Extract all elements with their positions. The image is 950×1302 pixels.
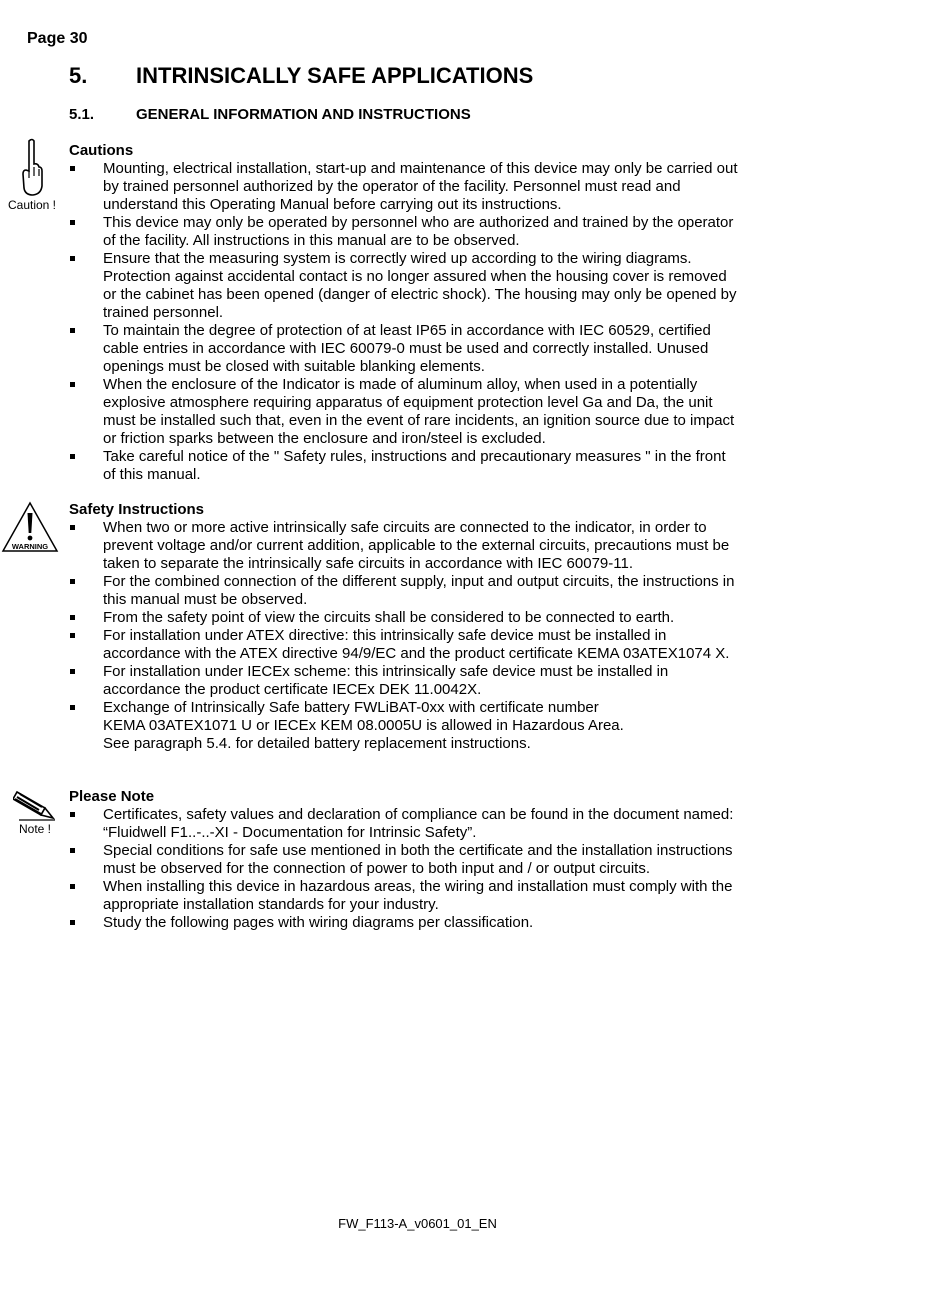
pointing-finger-icon xyxy=(21,138,43,198)
list-item-line: openings must be closed with suitable blanking elements. xyxy=(103,358,485,375)
safety-title: Safety Instructions xyxy=(69,501,205,518)
list-item xyxy=(69,448,769,484)
caution-icon-label: Caution ! xyxy=(7,198,57,212)
list-item-line: When two or more active intrinsically safe circuits are connected to the indicator, in order to xyxy=(103,519,707,536)
list-item-line: accordance the product certificate IECEx DEK 11.0042X. xyxy=(103,681,482,698)
list-item xyxy=(69,160,769,214)
note-icon-block xyxy=(8,788,62,836)
list-item-line: taken to separate the intrinsically safe circuits in accordance with IEC 60079-11. xyxy=(103,555,633,572)
warning-triangle-icon xyxy=(1,501,59,553)
list-item-line: this manual must be observed. xyxy=(103,591,308,608)
list-item-line: must be observed for the connection of power to both input and / or output circuits. xyxy=(103,860,650,877)
list-item-line: must be installed such that, even in the event of rare incidents, an ignition source due to impact xyxy=(103,412,735,429)
list-item-line: Study the following pages with wiring diagrams per classification. xyxy=(103,914,534,931)
list-item xyxy=(69,806,769,842)
list-item xyxy=(69,250,769,322)
pencil-note-icon xyxy=(13,788,57,822)
page-number: Page 30 xyxy=(27,30,88,47)
note-icon-label: Note ! xyxy=(18,822,51,836)
subsection-heading xyxy=(69,106,471,123)
subsection-number: 5.1. xyxy=(69,106,95,123)
subsection-title: GENERAL INFORMATION AND INSTRUCTIONS xyxy=(136,106,471,123)
list-item-line: Exchange of Intrinsically Safe battery FWLiBAT-0xx with certificate number xyxy=(103,699,599,716)
list-item-line: Ensure that the measuring system is correctly wired up according to the wiring diagrams. xyxy=(103,250,692,267)
list-item-line: From the safety point of view the circuits shall be considered to be connected to earth. xyxy=(103,609,675,626)
note-title: Please Note xyxy=(69,788,155,805)
section-number: 5. xyxy=(69,63,88,88)
list-item xyxy=(69,878,769,914)
list-item-line: or the cabinet has been opened (danger of electric shock). The housing may only be opened by xyxy=(103,286,737,303)
list-item xyxy=(69,376,769,448)
list-item xyxy=(69,663,769,699)
section-title: INTRINSICALLY SAFE APPLICATIONS xyxy=(136,63,534,88)
list-item xyxy=(69,573,769,609)
list-item xyxy=(69,699,769,753)
list-item-line: understand this Operating Manual before carrying out its instructions. xyxy=(103,196,562,213)
list-item-line: For the combined connection of the different supply, input and output circuits, the instructions in xyxy=(103,573,735,590)
list-item-line: cable entries in accordance with IEC 60079-0 must be used and correctly installed. Unused xyxy=(103,340,709,357)
document-code: FW_F113-A_v0601_01_EN xyxy=(338,1216,497,1231)
list-item-line: This device may only be operated by personnel who are authorized and trained by the operator xyxy=(103,214,734,231)
list-item-line: Mounting, electrical installation, start-up and maintenance of this device may only be carried out xyxy=(103,160,738,177)
list-item-line: of the facility. All instructions in this manual are to be observed. xyxy=(103,232,520,249)
list-item xyxy=(69,322,769,376)
list-item-line: Take careful notice of the " Safety rules, instructions and precautionary measures " in the front xyxy=(103,448,726,465)
cautions-section xyxy=(69,142,769,484)
list-item-line: explosive atmosphere requiring apparatus of equipment protection level Ga and Da, the unit xyxy=(103,394,713,411)
list-item-line: by trained personnel authorized by the operator of the facility. Personnel must read and xyxy=(103,178,681,195)
list-item xyxy=(69,914,769,932)
list-item-line: accordance with the ATEX directive 94/9/EC and the product certificate KEMA 03ATEX1074 X. xyxy=(103,645,730,662)
note-list xyxy=(69,806,769,932)
warning-icon-label: WARNING xyxy=(11,542,49,551)
list-item-line: or friction sparks between the enclosure and iron/steel is excluded. xyxy=(103,430,546,447)
section-heading xyxy=(69,63,533,89)
caution-icon-block xyxy=(2,138,62,212)
list-item-line: KEMA 03ATEX1071 U or IECEx KEM 08.0005U is allowed in Hazardous Area. xyxy=(103,717,624,734)
list-item xyxy=(69,842,769,878)
list-item xyxy=(69,214,769,250)
cautions-list xyxy=(69,160,769,484)
list-item-line: See paragraph 5.4. for detailed battery replacement instructions. xyxy=(103,735,531,752)
list-item-line: When the enclosure of the Indicator is made of aluminum alloy, when used in a potentially xyxy=(103,376,698,393)
list-item xyxy=(69,519,769,573)
list-item-line: For installation under IECEx scheme: this intrinsically safe device must be installed in xyxy=(103,663,669,680)
list-item-line: appropriate installation standards for your industry. xyxy=(103,896,439,913)
safety-list xyxy=(69,519,769,753)
list-item-line: of this manual. xyxy=(103,466,201,483)
list-item-line: prevent voltage and/or current addition, applicable to the external circuits, precautions must be xyxy=(103,537,730,554)
warning-icon-block xyxy=(1,501,59,553)
list-item-line: “Fluidwell F1..-..-XI - Documentation for Intrinsic Safety”. xyxy=(103,824,477,841)
safety-section xyxy=(69,501,769,753)
list-item-line: Protection against accidental contact is no longer assured when the housing cover is removed xyxy=(103,268,727,285)
list-item-line: Special conditions for safe use mentioned in both the certificate and the installation instructions xyxy=(103,842,733,859)
note-section xyxy=(69,788,769,932)
list-item-line: Certificates, safety values and declaration of compliance can be found in the document named: xyxy=(103,806,734,823)
list-item-line: When installing this device in hazardous areas, the wiring and installation must comply with the xyxy=(103,878,733,895)
list-item xyxy=(69,627,769,663)
cautions-title: Cautions xyxy=(69,142,134,159)
list-item-line: To maintain the degree of protection of at least IP65 in accordance with IEC 60529, certified xyxy=(103,322,711,339)
list-item-line: For installation under ATEX directive: this intrinsically safe device must be installed in xyxy=(103,627,667,644)
list-item-line: trained personnel. xyxy=(103,304,224,321)
list-item xyxy=(69,609,769,627)
